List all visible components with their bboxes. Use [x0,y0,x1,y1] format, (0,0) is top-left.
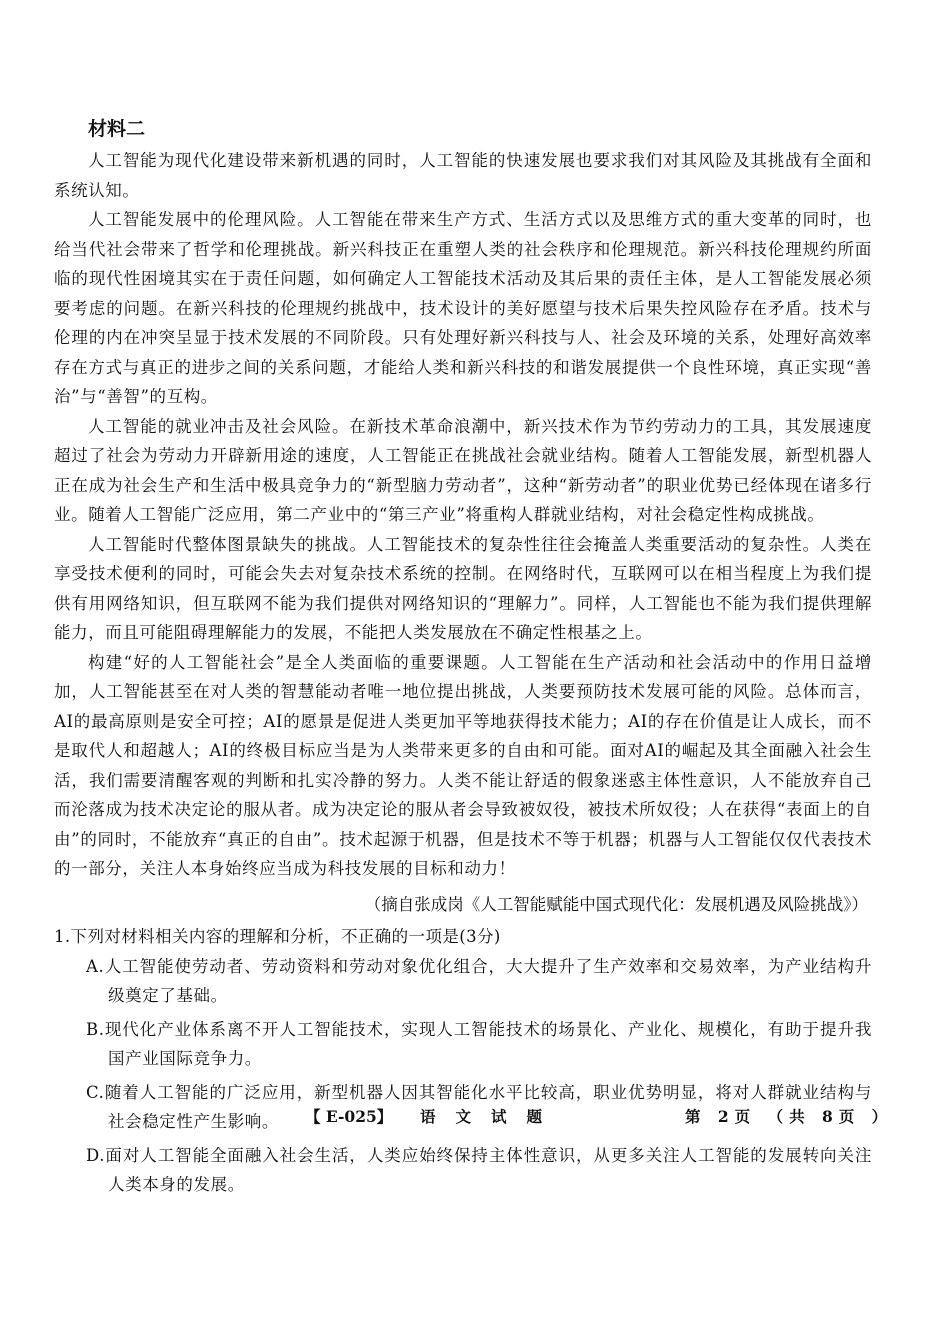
paragraph-intro: 人工智能为现代化建设带来新机遇的同时，人工智能的快速发展也要求我们对其风险及其挑战有全面和系统认知。 [54,151,872,200]
option-c: C.随着人工智能的广泛应用，新型机器人因其智能化水平比较高，职业优势明显，将对人群就业结构与社会稳定性产生影响。 [86,1082,872,1131]
option-a: A.人工智能使劳动者、劳动资料和劳动对象优化组合，大大提升了生产效率和交易效率，为产业结构升级奠定了基础。 [86,956,872,1005]
page-footer [305,1105,895,1127]
paragraph-good-ai-society: 构建“好的人工智能社会”是全人类面临的重要课题。人工智能在生产活动和社会活动中的作用日益增加，人工智能甚至在对人类的智慧能动者唯一地位提出挑战，人类要预防技术发展可能的风险。总体而言，AI的最高原则是安全可控；AI的愿景是促进人类更加平等地获得技术能力；AI的存在价值是让人成长，而不是取代人和超越人；AI的终极目标应当是为人类带来更多的自由和可能。面对AI的崛起及其全面融入社会生活，我们需要清醒客观的判断和扎实冷静的努力。人类不能让舒适的假象迷惑主体性意识，人不能放弃自己而沦落成为技术决定论的服从者。成为决定论的服从者会导致被奴役，被技术所奴役；人在获得“表面上的自由”的同时，不能放弃“真正的自由”。技术起源于机器，但是技术不等于机器；机器与人工智能仅仅代表技术的一部分，关注人本身始终应当成为科技发展的目标和动力！ [54,652,872,878]
paragraph-holistic-view: 人工智能时代整体图景缺失的挑战。人工智能技术的复杂性往往会掩盖人类重要活动的复杂性。人类在享受技术便利的同时，可能会失去对复杂技术系统的控制。在网络时代，互联网可以在相当程度上为我们提供有用网络知识，但互联网不能为我们提供对网络知识的“理解力”。同样，人工智能也不能为我们提供理解能力，而且可能阻碍理解能力的发展，不能把人类发展放在不确定性根基之上。 [54,534,872,642]
question-1 [54,922,872,1200]
section-title: 材料二 [88,118,146,140]
paragraph-ethics-risk: 人工智能发展中的伦理风险。人工智能在带来生产方式、生活方式以及思维方式的重大变革的同时，也给当代社会带来了哲学和伦理挑战。新兴科技正在重塑人类的社会秩序和伦理规范。新兴科技伦理规约所面临的现代性困境其实在于责任问题，如何确定人工智能技术活动及其后果的责任主体，是人工智能发展必须要考虑的问题。在新兴科技的伦理规约挑战中，技术设计的美好愿望与技术后果失控风险存在矛盾。技术与伦理的内在冲突呈显于技术发展的不同阶段。只有处理好新兴科技与人、社会及环境的关系，处理好高效率存在方式与真正的进步之间的关系问题，才能给人类和新兴科技的和谐发展提供一个良性环境，真正实现“善治”与“善智”的互构。 [54,210,872,406]
paragraph-employment-risk: 人工智能的就业冲击及社会风险。在新技术革命浪潮中，新兴技术作为节约劳动力的工具，其发展速度超过了社会为劳动力开辟新用途的速度，人工智能正在挑战社会就业结构。随着人工智能发展，新型机器人正在成为社会生产和生活中极具竞争力的“新型脑力劳动者”，这种“新劳动者”的职业优势已经体现在诸多行业。随着人工智能广泛应用，第二产业中的“第三产业”将重构人群就业结构，对社会稳定性构成挑战。 [54,416,872,524]
page-number: 第 2页 （共 8页 ） [685,1107,894,1126]
exam-subject: 语文试题 [420,1107,563,1126]
option-d: D.面对人工智能全面融入社会生活，人类应始终保持主体性意识，从更多关注人工智能的发展转向关注人类本身的发展。 [86,1145,872,1194]
source-citation: （摘自张成岗《人工智能赋能中国式现代化：发展机遇及风险挑战》） [364,894,868,914]
option-b: B.现代化产业体系离不开人工智能技术，实现人工智能技术的场景化、产业化、规模化，有助于提升我国产业国际竞争力。 [86,1019,872,1068]
exam-code: 【 E-025】 [305,1107,393,1126]
question-stem: 1.下列对材料相关内容的理解和分析，不正确的一项是(3分) [54,926,501,946]
